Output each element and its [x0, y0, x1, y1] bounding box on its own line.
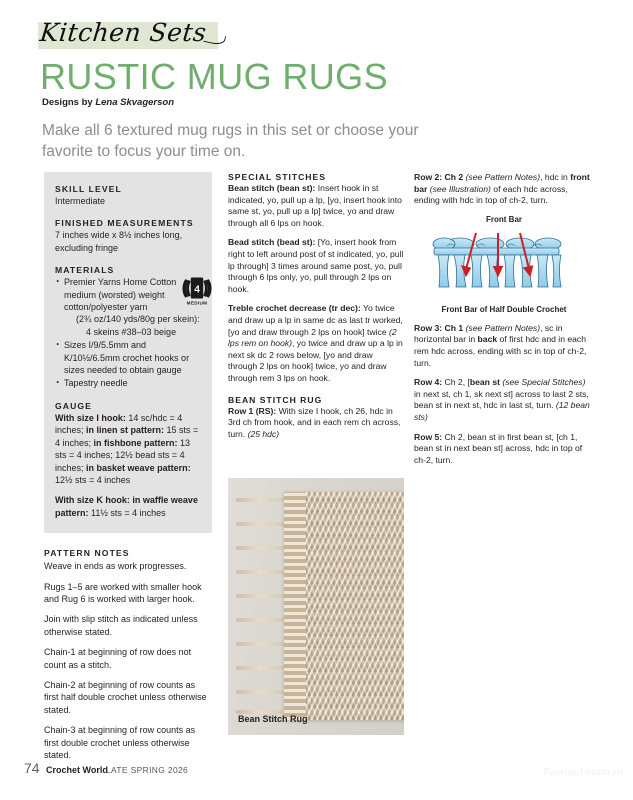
crochet-stitch-diagram-icon: [414, 225, 594, 295]
row-2-front-bar: front bar: [414, 172, 590, 194]
row-4-text: Ch 2, [: [442, 377, 470, 388]
gauge-hook-k-label: With size K hook: in waffle weave pattern:: [55, 495, 198, 518]
row-3-text-2: of first hdc and in each rem hdc across, ending with sc in top of ch-2, turn.: [414, 334, 587, 368]
pattern-heading: BEAN STITCH RUG: [228, 394, 323, 405]
bean-stitch-text: Insert hook in st indicated, yo, pull up a lp, [yo, insert hook into same st, yo, pull up a lp] twice, yo and draw through all 6 lps on hook.: [228, 183, 402, 228]
row-4-count: (12 bean sts): [414, 400, 590, 422]
gauge-text-block-1: [55, 412, 201, 486]
illustration-caption: Front Bar of Half Double Crochet: [441, 304, 567, 314]
bead-stitch-name: Bead stitch (bead st):: [228, 237, 316, 248]
row-3-note: (see Pattern Notes): [463, 322, 541, 333]
gauge-value-3: 13 sts = 4 inches; 12½ bead sts = 4 inches;: [55, 437, 191, 473]
gauge-value-1: 14 sc/hdc = 4 inches;: [55, 412, 183, 436]
row-4-label: Row 4:: [414, 377, 443, 388]
skill-level-heading: SKILL LEVEL: [55, 184, 122, 194]
row-1-text: With size I hook, ch 26, hdc in 3rd ch from hook, and in each rem ch across, turn.: [228, 405, 401, 439]
bead-stitch-text: [Yo, insert hook from right to left around post of st indicated, yo, pull lp through] 3 times around same post, yo, pull through 6 lps only, yo, pull through 2 lps on hook.: [228, 237, 404, 294]
special-stitches-heading: SPECIAL STITCHES: [228, 172, 326, 182]
gauge-fishbone-label: in fishbone pattern:: [93, 437, 178, 448]
material-text: Sizes I/9/5.5mm and K/10½/6.5mm crochet hooks or sizes needed to obtain gauge: [64, 340, 190, 376]
tr-dec-name: Treble crochet decrease (tr dec):: [228, 303, 361, 314]
tr-dec-text-2: , yo twice and draw up a lp in next sk dc 2 rows below, [yo and draw through 2 lps on hook] twice, yo and draw through rem 3 lps on hook.: [228, 338, 403, 383]
row-1-count: (25 hdc): [247, 428, 280, 439]
pattern-notes-heading: PATTERN NOTES: [44, 548, 130, 559]
row-2-text-2: of each hdc across, ending with hdc in top of ch-2, turn.: [414, 183, 568, 206]
special-stitch-tr-dec: [228, 303, 404, 384]
skill-level-value: Intermediate: [55, 196, 106, 206]
materials-heading: MATERIALS: [55, 265, 115, 276]
special-stitch-bead: [228, 237, 404, 295]
row-3-text: , sc in horizontal bar in: [414, 322, 563, 345]
pattern-row-5: [414, 432, 594, 467]
gauge-value-2: 15 sts = 4 inches;: [55, 425, 199, 448]
yarn-weight-symbol-icon: [180, 276, 214, 307]
special-stitch-bean: [228, 183, 404, 229]
row-2-illus-note: (see Illustration): [427, 183, 491, 194]
list-item: [64, 339, 201, 376]
material-color-info: 4 skeins #38–03 beige: [86, 326, 177, 337]
list-item: [64, 377, 201, 389]
tr-dec-text: Yo twice and draw up a lp in same dc as last tr worked, [yo and draw through 2 lps on hook] twice: [228, 303, 403, 337]
row-2-note: (see Pattern Notes): [463, 172, 541, 182]
left-column: [44, 172, 212, 769]
yarn-weight-label: MEDIUM: [186, 300, 208, 306]
pattern-note: Join with slip stitch as indicated unless otherwise stated.: [44, 614, 198, 637]
pattern-notes-section: [44, 548, 212, 761]
magazine-name: Crochet World: [46, 765, 108, 775]
material-skein-info: (2¾ oz/140 yds/80g per skein):: [76, 314, 200, 325]
row-2-text: , hdc in: [540, 172, 571, 182]
pattern-note: Weave in ends as work progresses.: [44, 561, 187, 572]
rug-border-edge: [284, 492, 306, 720]
right-column: [414, 172, 594, 474]
byline: [42, 97, 174, 108]
illustration-arrow-label: Front Bar: [486, 214, 522, 224]
pattern-row-3: [414, 323, 594, 369]
yarn-weight-number: 4: [194, 284, 200, 296]
pattern-row-4: [414, 377, 594, 423]
row-5-text: Ch 2, bean st in first bean st, [ch 1, bean st in next bean st] across, hdc in top of ch-2, turn.: [414, 431, 583, 465]
kicker-title: Kitchen Sets: [38, 18, 208, 47]
project-photo: [228, 478, 404, 735]
byline-prefix: Designs by: [42, 97, 96, 108]
pattern-note: Chain-2 at beginning of row counts as first half double crochet unless otherwise stated.: [44, 679, 207, 715]
issue-date: LATE SPRING 2026: [106, 765, 189, 775]
page-title: RUSTIC MUG RUGS: [40, 56, 388, 97]
row-4-text-2: in next st, ch 1, sk next st] across to last 2 sts, bean st in next st, hdc in last st, turn.: [414, 388, 589, 411]
material-text: Premier Yarns Home Cotton medium (worsted) weight cotton/polyester yarn: [64, 277, 177, 313]
rug-fringe: [236, 498, 288, 714]
middle-column: [228, 172, 404, 448]
designer-name: Lena Skvagerson: [95, 97, 174, 108]
pattern-note: Rugs 1–5 are worked with smaller hook and Rug 6 is worked with larger hook.: [44, 581, 202, 604]
pattern-note: Chain-3 at beginning of row counts as first double crochet unless otherwise stated.: [44, 725, 196, 760]
finished-measurements-heading: FINISHED MEASUREMENTS: [55, 218, 194, 229]
row-4-ss-note: (see Special Stitches): [499, 377, 586, 388]
row-1-label: Row 1 (RS):: [228, 405, 277, 416]
photo-caption: Bean Stitch Rug: [238, 714, 308, 724]
pattern-row-1: [228, 406, 404, 441]
watermark: PassionForum.ru: [543, 766, 623, 778]
gauge-value-5: 11½ sts = 4 inches: [88, 507, 166, 518]
row-3-label: Row 3: Ch 1: [414, 322, 464, 333]
row-5-label: Row 5:: [414, 431, 443, 442]
gauge-heading: GAUGE: [55, 400, 93, 411]
row-3-back: back: [477, 334, 498, 345]
gauge-value-4: 12½ sts = 4 inches: [55, 474, 131, 485]
gauge-linen-label: in linen st pattern:: [86, 425, 165, 436]
pattern-row-2: [414, 172, 594, 207]
tr-dec-italic: (2 lps rem on hook): [228, 326, 397, 349]
gauge-hook-i-label: With size I hook:: [55, 412, 126, 423]
bean-stitch-name: Bean stitch (bean st):: [228, 183, 316, 193]
gauge-basket-label: in basket weave pattern:: [86, 462, 191, 473]
row-4-bean-st: bean st: [469, 377, 500, 388]
finished-measurements-value: 7 inches wide x 8½ inches long, excluding fringe: [55, 230, 183, 253]
intro-paragraph: Make all 6 textured mug rugs in this set or choose your favorite to focus your time on.: [42, 122, 419, 160]
info-box: [44, 172, 212, 533]
page-number: 74: [24, 760, 40, 776]
row-2-label: Row 2: Ch 2: [414, 172, 464, 182]
gauge-text-block-2: [55, 494, 201, 519]
front-bar-illustration: [414, 215, 594, 314]
pattern-note: Chain-1 at beginning of row does not count as a stitch.: [44, 647, 192, 670]
material-text: Tapestry needle: [64, 378, 128, 389]
